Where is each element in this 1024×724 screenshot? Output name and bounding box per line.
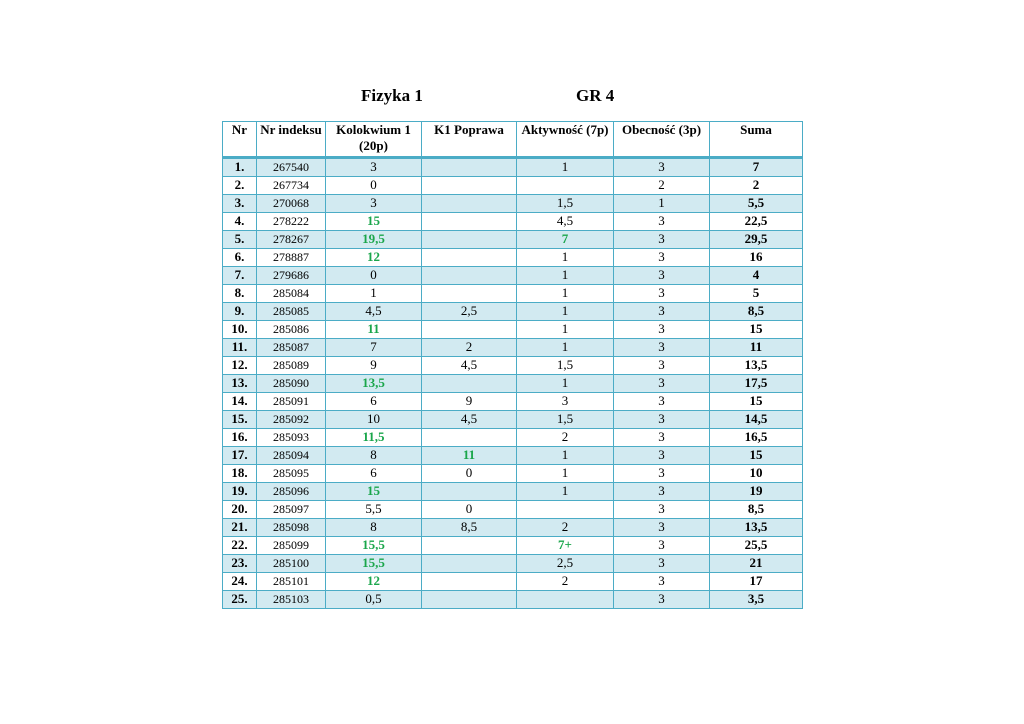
cell-sum: 15 xyxy=(710,321,803,339)
cell-index: 285089 xyxy=(257,357,326,375)
cell-sum: 5 xyxy=(710,285,803,303)
cell-sum: 16,5 xyxy=(710,429,803,447)
table-row xyxy=(223,267,803,285)
cell-nr: 14. xyxy=(223,393,257,411)
cell-index: 285096 xyxy=(257,483,326,501)
cell-sum: 11 xyxy=(710,339,803,357)
cell-colloquium: 15 xyxy=(326,483,422,501)
cell-colloquium: 6 xyxy=(326,393,422,411)
cell-colloquium: 0 xyxy=(326,267,422,285)
cell-activity: 1 xyxy=(517,339,614,357)
cell-nr: 8. xyxy=(223,285,257,303)
cell-attendance: 3 xyxy=(614,267,710,285)
cell-nr: 25. xyxy=(223,591,257,609)
cell-retake xyxy=(422,177,517,195)
cell-retake xyxy=(422,285,517,303)
table-row xyxy=(223,501,803,519)
cell-attendance: 3 xyxy=(614,321,710,339)
cell-sum: 4 xyxy=(710,267,803,285)
cell-nr: 4. xyxy=(223,213,257,231)
cell-attendance: 3 xyxy=(614,231,710,249)
cell-attendance: 3 xyxy=(614,213,710,231)
cell-retake: 0 xyxy=(422,465,517,483)
column-header-attendance: Obecność (3p) xyxy=(614,122,710,158)
cell-attendance: 3 xyxy=(614,447,710,465)
cell-sum: 3,5 xyxy=(710,591,803,609)
cell-index: 285101 xyxy=(257,573,326,591)
column-header-nr: Nr xyxy=(223,122,257,158)
cell-colloquium: 9 xyxy=(326,357,422,375)
cell-activity: 1 xyxy=(517,303,614,321)
cell-attendance: 3 xyxy=(614,465,710,483)
cell-colloquium: 13,5 xyxy=(326,375,422,393)
table-row xyxy=(223,465,803,483)
cell-sum: 19 xyxy=(710,483,803,501)
cell-retake: 11 xyxy=(422,447,517,465)
cell-sum: 8,5 xyxy=(710,303,803,321)
cell-activity: 2 xyxy=(517,573,614,591)
group-label: GR 4 xyxy=(576,86,615,105)
table-row xyxy=(223,231,803,249)
cell-index: 285094 xyxy=(257,447,326,465)
table-row xyxy=(223,447,803,465)
cell-nr: 5. xyxy=(223,231,257,249)
cell-attendance: 3 xyxy=(614,591,710,609)
cell-activity: 4,5 xyxy=(517,213,614,231)
table-row xyxy=(223,411,803,429)
cell-retake xyxy=(422,213,517,231)
cell-colloquium: 11 xyxy=(326,321,422,339)
cell-index: 278267 xyxy=(257,231,326,249)
cell-activity xyxy=(517,177,614,195)
column-header-colloquium: Kolokwium 1 (20p) xyxy=(326,122,422,158)
cell-colloquium: 7 xyxy=(326,339,422,357)
cell-retake: 0 xyxy=(422,501,517,519)
cell-nr: 6. xyxy=(223,249,257,267)
cell-attendance: 3 xyxy=(614,501,710,519)
cell-retake: 4,5 xyxy=(422,357,517,375)
cell-nr: 7. xyxy=(223,267,257,285)
cell-attendance: 2 xyxy=(614,177,710,195)
cell-attendance: 3 xyxy=(614,303,710,321)
column-header-retake: K1 Poprawa xyxy=(422,122,517,158)
cell-retake xyxy=(422,267,517,285)
cell-colloquium: 8 xyxy=(326,447,422,465)
cell-retake xyxy=(422,231,517,249)
cell-index: 285098 xyxy=(257,519,326,537)
table-row xyxy=(223,483,803,501)
table-row xyxy=(223,339,803,357)
cell-index: 285086 xyxy=(257,321,326,339)
cell-activity: 1 xyxy=(517,285,614,303)
cell-index: 285091 xyxy=(257,393,326,411)
cell-attendance: 3 xyxy=(614,519,710,537)
cell-colloquium: 5,5 xyxy=(326,501,422,519)
cell-activity xyxy=(517,501,614,519)
cell-activity: 1 xyxy=(517,447,614,465)
cell-activity: 1 xyxy=(517,321,614,339)
cell-colloquium: 3 xyxy=(326,158,422,177)
table-row xyxy=(223,213,803,231)
cell-sum: 13,5 xyxy=(710,357,803,375)
cell-activity: 1,5 xyxy=(517,357,614,375)
cell-sum: 25,5 xyxy=(710,537,803,555)
cell-attendance: 3 xyxy=(614,339,710,357)
cell-activity: 1 xyxy=(517,483,614,501)
table-row xyxy=(223,555,803,573)
table-body xyxy=(223,158,803,609)
cell-activity xyxy=(517,591,614,609)
column-header-sum: Suma xyxy=(710,122,803,158)
cell-colloquium: 11,5 xyxy=(326,429,422,447)
cell-index: 285085 xyxy=(257,303,326,321)
cell-activity: 2,5 xyxy=(517,555,614,573)
cell-index: 285084 xyxy=(257,285,326,303)
cell-retake xyxy=(422,195,517,213)
cell-retake: 4,5 xyxy=(422,411,517,429)
cell-sum: 16 xyxy=(710,249,803,267)
cell-index: 285100 xyxy=(257,555,326,573)
cell-nr: 15. xyxy=(223,411,257,429)
cell-nr: 13. xyxy=(223,375,257,393)
cell-colloquium: 10 xyxy=(326,411,422,429)
cell-activity: 1,5 xyxy=(517,411,614,429)
cell-sum: 13,5 xyxy=(710,519,803,537)
cell-nr: 16. xyxy=(223,429,257,447)
cell-attendance: 3 xyxy=(614,483,710,501)
cell-index: 278887 xyxy=(257,249,326,267)
cell-nr: 2. xyxy=(223,177,257,195)
table-row xyxy=(223,591,803,609)
cell-colloquium: 8 xyxy=(326,519,422,537)
cell-nr: 22. xyxy=(223,537,257,555)
cell-colloquium: 6 xyxy=(326,465,422,483)
cell-index: 285095 xyxy=(257,465,326,483)
cell-colloquium: 0,5 xyxy=(326,591,422,609)
cell-sum: 22,5 xyxy=(710,213,803,231)
cell-attendance: 3 xyxy=(614,375,710,393)
cell-retake: 9 xyxy=(422,393,517,411)
cell-colloquium: 3 xyxy=(326,195,422,213)
cell-activity: 2 xyxy=(517,519,614,537)
cell-nr: 19. xyxy=(223,483,257,501)
cell-index: 285099 xyxy=(257,537,326,555)
cell-retake xyxy=(422,249,517,267)
cell-attendance: 3 xyxy=(614,249,710,267)
table-header xyxy=(223,122,803,158)
cell-sum: 29,5 xyxy=(710,231,803,249)
cell-nr: 17. xyxy=(223,447,257,465)
table-row xyxy=(223,285,803,303)
cell-index: 267734 xyxy=(257,177,326,195)
cell-nr: 20. xyxy=(223,501,257,519)
cell-index: 270068 xyxy=(257,195,326,213)
cell-retake xyxy=(422,537,517,555)
cell-nr: 12. xyxy=(223,357,257,375)
table-row xyxy=(223,177,803,195)
cell-sum: 7 xyxy=(710,158,803,177)
cell-sum: 17,5 xyxy=(710,375,803,393)
cell-activity: 1 xyxy=(517,465,614,483)
table-row xyxy=(223,429,803,447)
cell-sum: 15 xyxy=(710,447,803,465)
cell-nr: 1. xyxy=(223,158,257,177)
table-row xyxy=(223,195,803,213)
cell-activity: 2 xyxy=(517,429,614,447)
cell-colloquium: 12 xyxy=(326,573,422,591)
cell-retake xyxy=(422,573,517,591)
cell-nr: 18. xyxy=(223,465,257,483)
header-row xyxy=(223,122,803,158)
cell-sum: 17 xyxy=(710,573,803,591)
cell-attendance: 3 xyxy=(614,357,710,375)
cell-colloquium: 1 xyxy=(326,285,422,303)
cell-attendance: 3 xyxy=(614,537,710,555)
cell-nr: 3. xyxy=(223,195,257,213)
cell-activity: 1 xyxy=(517,249,614,267)
cell-activity: 1,5 xyxy=(517,195,614,213)
cell-attendance: 3 xyxy=(614,573,710,591)
cell-colloquium: 0 xyxy=(326,177,422,195)
cell-retake xyxy=(422,158,517,177)
cell-colloquium: 4,5 xyxy=(326,303,422,321)
cell-colloquium: 15,5 xyxy=(326,537,422,555)
column-header-activity: Aktywność (7p) xyxy=(517,122,614,158)
cell-nr: 24. xyxy=(223,573,257,591)
table-row xyxy=(223,303,803,321)
document-title: Fizyka 1 xyxy=(361,86,423,105)
table-row xyxy=(223,375,803,393)
cell-retake xyxy=(422,429,517,447)
cell-colloquium: 12 xyxy=(326,249,422,267)
table-row xyxy=(223,249,803,267)
cell-index: 278222 xyxy=(257,213,326,231)
cell-attendance: 3 xyxy=(614,158,710,177)
table-row xyxy=(223,519,803,537)
cell-index: 285092 xyxy=(257,411,326,429)
cell-index: 285087 xyxy=(257,339,326,357)
cell-activity: 1 xyxy=(517,375,614,393)
cell-sum: 21 xyxy=(710,555,803,573)
cell-activity: 7+ xyxy=(517,537,614,555)
table-row xyxy=(223,573,803,591)
cell-attendance: 1 xyxy=(614,195,710,213)
cell-activity: 3 xyxy=(517,393,614,411)
cell-retake xyxy=(422,483,517,501)
grades-table xyxy=(222,121,803,609)
cell-nr: 9. xyxy=(223,303,257,321)
cell-activity: 7 xyxy=(517,231,614,249)
cell-index: 285090 xyxy=(257,375,326,393)
table-row xyxy=(223,357,803,375)
cell-index: 285097 xyxy=(257,501,326,519)
cell-index: 279686 xyxy=(257,267,326,285)
cell-retake: 2,5 xyxy=(422,303,517,321)
cell-nr: 10. xyxy=(223,321,257,339)
cell-activity: 1 xyxy=(517,158,614,177)
cell-retake xyxy=(422,321,517,339)
cell-retake: 8,5 xyxy=(422,519,517,537)
cell-sum: 10 xyxy=(710,465,803,483)
table-row xyxy=(223,158,803,177)
cell-attendance: 3 xyxy=(614,393,710,411)
cell-retake xyxy=(422,375,517,393)
cell-sum: 5,5 xyxy=(710,195,803,213)
cell-sum: 15 xyxy=(710,393,803,411)
cell-colloquium: 15 xyxy=(326,213,422,231)
cell-sum: 14,5 xyxy=(710,411,803,429)
cell-index: 285093 xyxy=(257,429,326,447)
cell-retake: 2 xyxy=(422,339,517,357)
cell-sum: 2 xyxy=(710,177,803,195)
cell-sum: 8,5 xyxy=(710,501,803,519)
cell-attendance: 3 xyxy=(614,429,710,447)
cell-nr: 23. xyxy=(223,555,257,573)
cell-retake xyxy=(422,555,517,573)
table-row xyxy=(223,393,803,411)
table-row xyxy=(223,537,803,555)
cell-attendance: 3 xyxy=(614,285,710,303)
cell-activity: 1 xyxy=(517,267,614,285)
cell-nr: 21. xyxy=(223,519,257,537)
cell-index: 285103 xyxy=(257,591,326,609)
column-header-index: Nr indeksu xyxy=(257,122,326,158)
cell-colloquium: 15,5 xyxy=(326,555,422,573)
cell-retake xyxy=(422,591,517,609)
cell-attendance: 3 xyxy=(614,555,710,573)
table-row xyxy=(223,321,803,339)
cell-nr: 11. xyxy=(223,339,257,357)
cell-attendance: 3 xyxy=(614,411,710,429)
cell-colloquium: 19,5 xyxy=(326,231,422,249)
cell-index: 267540 xyxy=(257,158,326,177)
